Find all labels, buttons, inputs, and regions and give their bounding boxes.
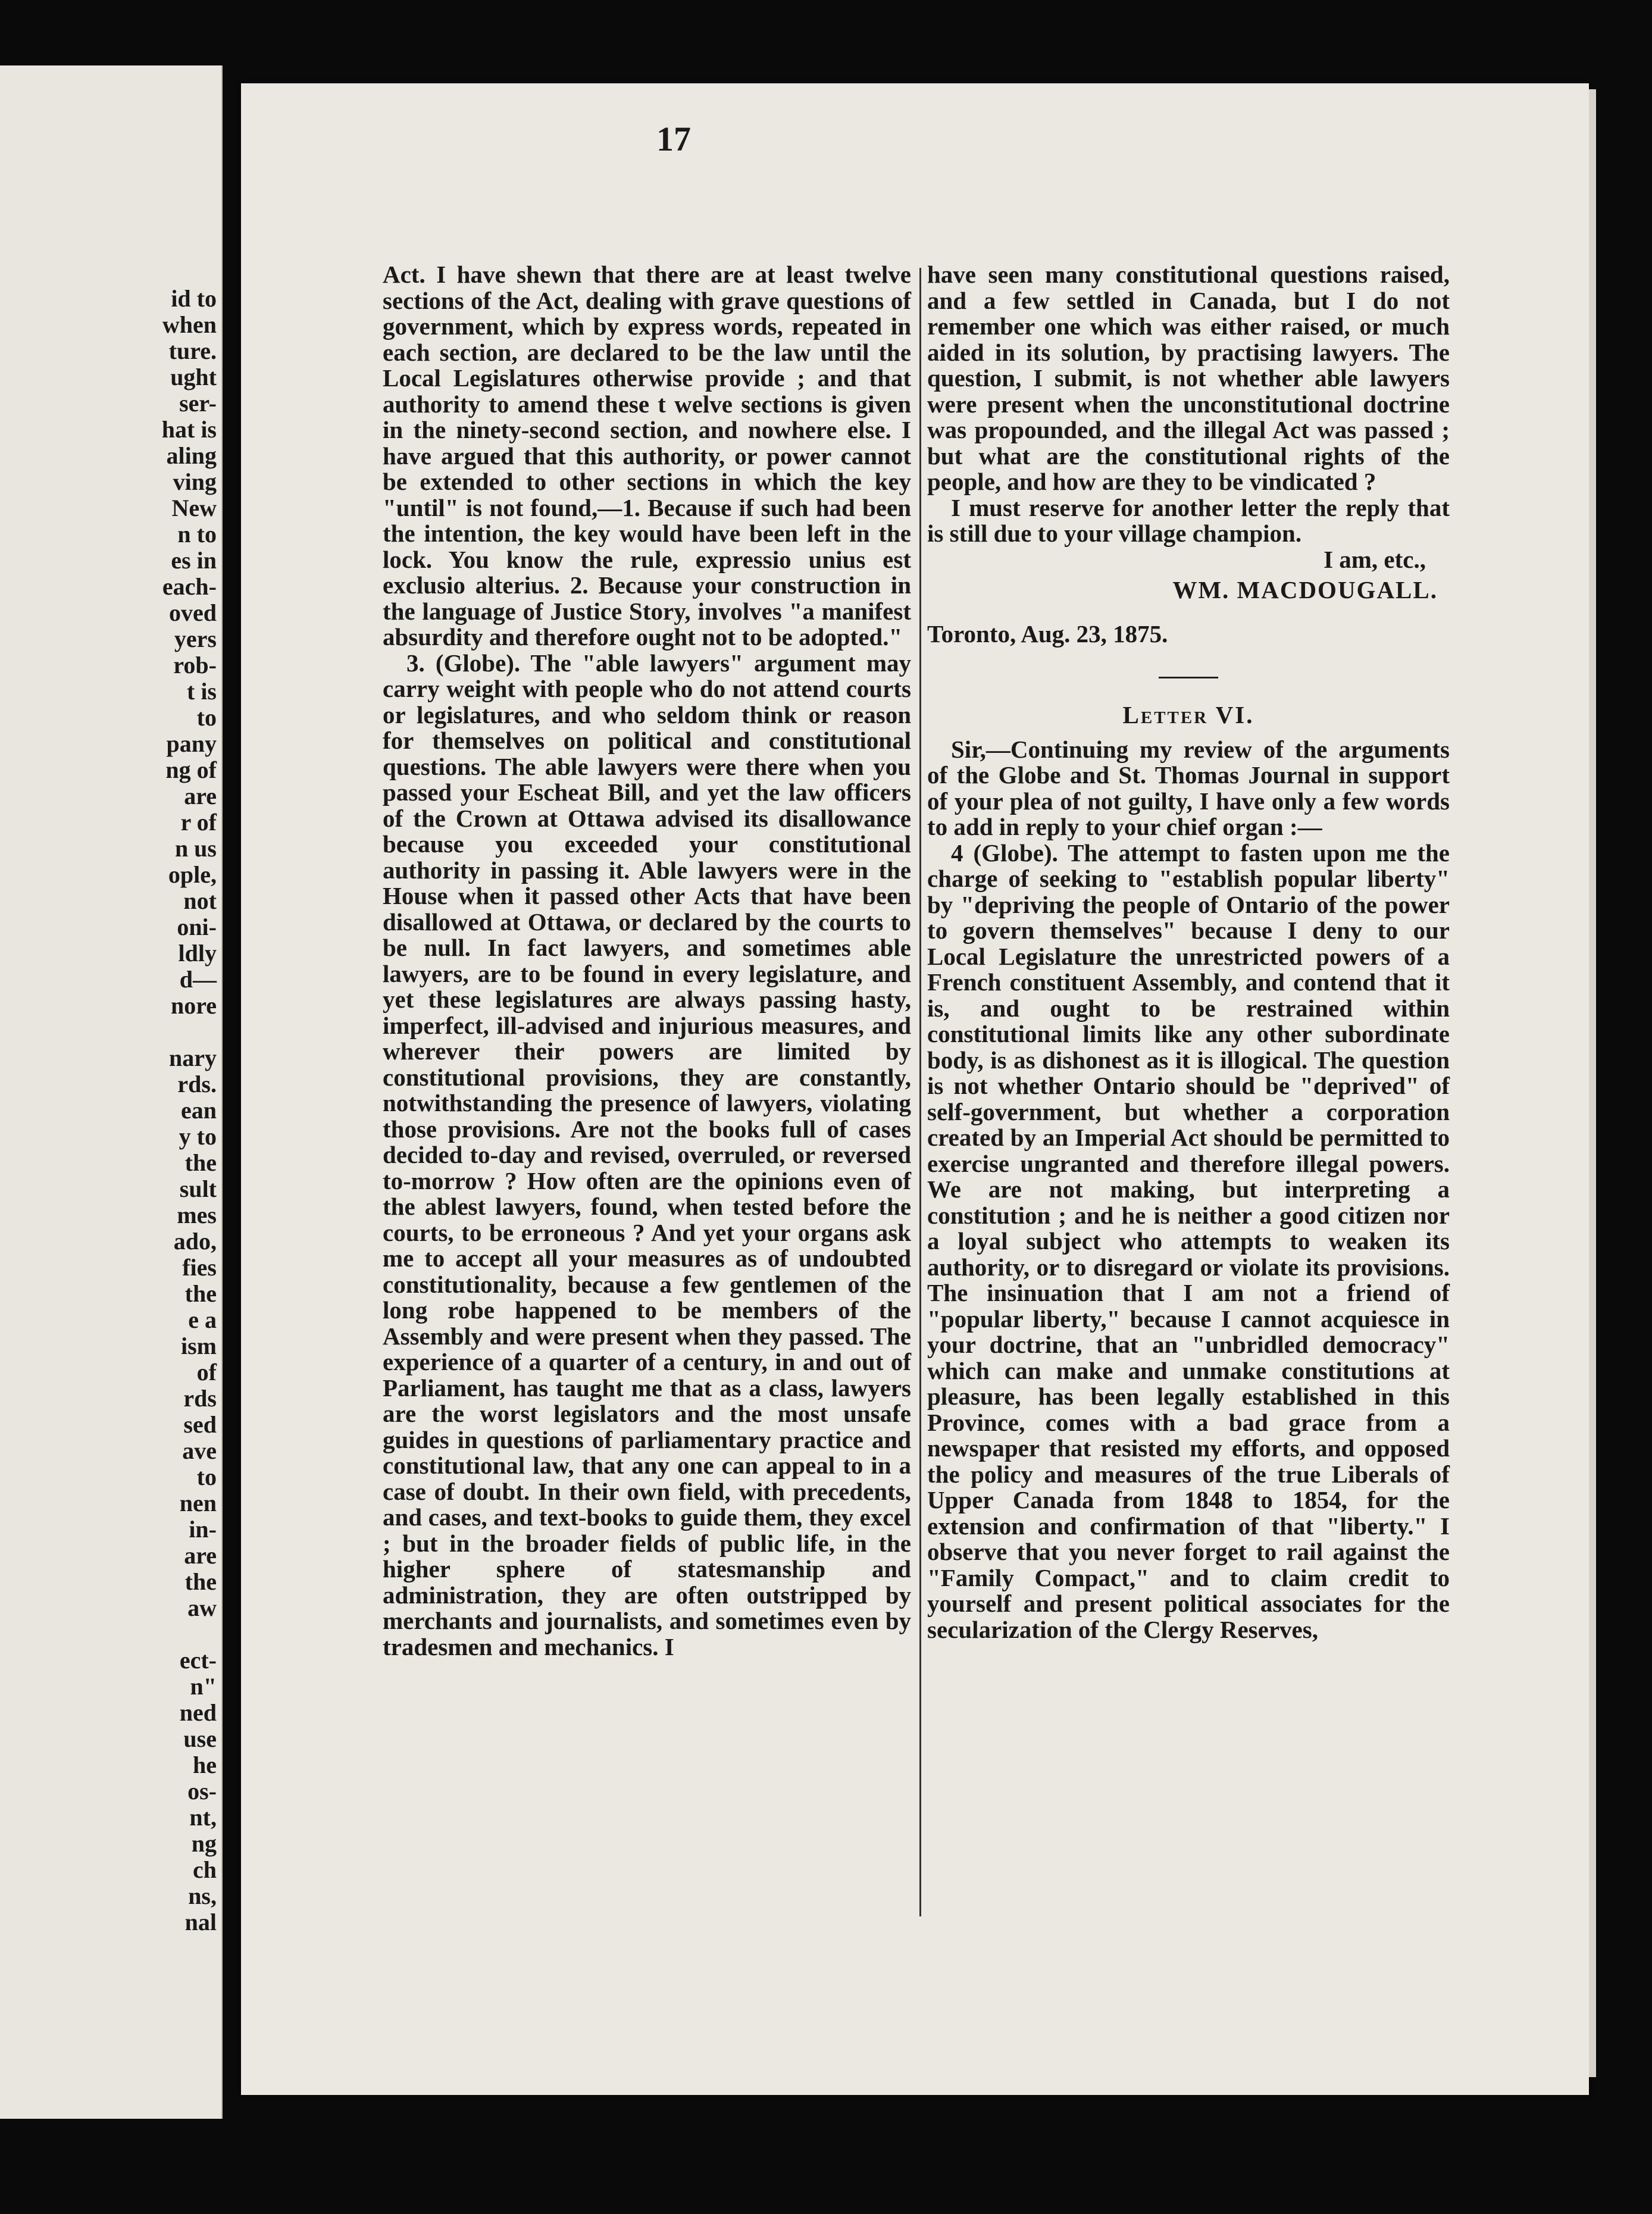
margin-fragment: nen: [179, 1490, 217, 1516]
margin-fragment: es in: [171, 547, 217, 574]
margin-fragment: are: [184, 1542, 217, 1569]
margin-fragment: the: [184, 1568, 217, 1595]
letter-heading: Letter VI.: [1122, 701, 1254, 728]
left-column: [383, 262, 911, 1660]
margin-fragment: aling: [166, 442, 217, 469]
margin-fragment: sed: [183, 1411, 217, 1438]
margin-fragment: ser-: [179, 390, 217, 417]
margin-fragment: d—: [179, 966, 217, 993]
margin-fragment: pany: [166, 730, 217, 757]
margin-fragment: nt,: [189, 1804, 217, 1831]
margin-fragment: rds: [183, 1385, 217, 1412]
margin-fragment: when: [162, 311, 217, 338]
margin-fragment: oni-: [177, 914, 217, 940]
margin-fragment: ldly: [178, 940, 217, 967]
margin-fragment: os-: [187, 1778, 217, 1805]
margin-fragment: ism: [181, 1333, 217, 1359]
margin-fragment: hat is: [161, 416, 217, 443]
margin-fragment: sult: [179, 1175, 217, 1202]
margin-fragment: mes: [177, 1202, 217, 1228]
signoff: I am, etc.,: [1324, 545, 1426, 573]
paragraph: Sir,—Continuing my review of the arguments of the Globe and St. Thomas Journal in support of your plea of not guilty, I have only a few words to add in reply to your chief organ :—: [927, 735, 1450, 840]
margin-fragment: n to: [177, 521, 217, 548]
paragraph: have seen many constitutional questions raised, and a few settled in Canada, but I do not remember one which was either raised, or much aided in its solution, by practising lawyers. The question, I submit, is not whether able lawyers were present when the unconstitutional doctrine was propounded, and the illegal Act was passed ; but what are the constitutional rights of the people, and how are they to be vindicated ?: [927, 261, 1450, 495]
margin-fragment: ado,: [173, 1228, 217, 1255]
margin-fragment: rds.: [177, 1071, 217, 1097]
margin-fragment: n us: [174, 835, 217, 862]
paragraph: 3. (Globe). The "able lawyers" argument may carry weight with people who do not attend courts or legislatures, and who seldom think or reason for themselves on political and constitutional questions. The able lawyers were there when you passed your Escheat Bill, and yet the law officers of the Crown at Ottawa advised its disallowance because you exceeded your constitutional authority in passing it. Able lawyers were in the House when it passed other Acts that have been disallowed at Ottawa, or declared by the courts to be null. In fact lawyers, and sometimes able lawyers, are to be found in every legislature, and yet these legislatures are always passing hasty, imperfect, ill-advised and injurious measures, and wherever their powers are limited by constitutional provisions, they are constantly, notwithstanding the presence of lawyers, violating those provisions. Are not the books full of cases decided to-day and revised, overruled, or reversed to-morrow ? How often are the opinions even of the ablest lawyers, found, when tested before the courts, to be erroneous ? And yet your organs ask me to accept all your measures as of undoubted constitutionality, because a few gentlemen of the long robe happened to be members of the Assembly and were present when they passed. The experience of a quarter of a century, in and out of Parliament, has taught me that as a class, lawyers are the worst legislators and the most unsafe guides in questions of parliamentary practice and constitutional law, that any one can appeal to in a case of doubt. In their own field, with precedents, and cases, and text-books to guide them, they excel ; but in the broader fields of public life, in the higher sphere of statesmanship and administration, they are often outstripped by merchants and journalists, and sometimes even by tradesmen and mechanics. I: [383, 649, 911, 1661]
paragraph: Act. I have shewn that there are at least twelve sections of the Act, dealing with grave questions of government, which by express words, repeated in each section, are declared to be the law until the Local Legislatures otherwise provide ; and that authority to amend these t welve sections is given in the ninety-second section, and nowhere else. I have argued that this authority, or power cannot be extended to other sections in which the key "until" is not found,—1. Because if such had been the intention, the key would have been left in the lock. You know the rule, expressio unius est exclusio alterius. 2. Because your construction in the language of Justice Story, involves "a manifest absurdity and therefore ought not to be adopted.": [383, 261, 911, 651]
margin-fragment: the: [184, 1280, 217, 1307]
margin-fragment: are: [184, 783, 217, 809]
margin-fragment: nary: [169, 1045, 217, 1071]
margin-fragment: ean: [181, 1097, 217, 1124]
margin-fragment: ture.: [168, 337, 217, 364]
margin-fragment: aw: [187, 1594, 217, 1621]
margin-fragment: in-: [189, 1516, 217, 1543]
margin-fragment: e a: [188, 1306, 217, 1333]
margin-fragment: ng: [191, 1830, 217, 1857]
paragraph: 4 (Globe). The attempt to fasten upon me the charge of seeking to "establish popular liberty" by "depriving the people of Ontario of the power to govern themselves" because I deny to our Local Legislature the unrestricted powers of a French constituent Assembly, and contend that it is, and ought to be restrained within constitutional limits like any other subordinate body, is as dishonest as it is illogical. The question is not whether Ontario should be "deprived" of self-government, but whether a corporation created by an Imperial Act should be permitted to exercise ungranted and therefore illegal powers. We are not making, but interpreting a constitution ; and he is neither a good citizen nor a loyal subject who attempts to weaken its authority, or to disregard or violate its provisions. The insinuation that I am not a friend of "popular liberty," because I cannot acquiesce in your doctrine, that an "unbridled democracy" which can make and unmake constitutions at pleasure, has been legally established in this Province, comes with a bad grace from a newspaper that resisted my efforts, and opposed the policy and measures of the true Liberals of Upper Canada from 1848 to 1854, for the extension and confirmation of that "liberty." I observe that you never forget to rail against the "Family Compact," and to claim credit to yourself and present political associates for the secularization of the Clergy Reserves,: [927, 839, 1450, 1643]
margin-fragment: New: [171, 495, 217, 521]
margin-fragment: yers: [174, 626, 217, 652]
margin-fragment: of: [196, 1359, 217, 1386]
margin-fragment: ns,: [188, 1882, 217, 1909]
margin-fragment: t is: [187, 678, 217, 705]
margin-fragment: nal: [184, 1909, 217, 1935]
column-divider: [919, 268, 921, 1916]
margin-fragment: ving: [173, 468, 217, 495]
margin-fragment: to: [196, 1464, 217, 1490]
margin-fragment: n": [190, 1673, 217, 1700]
signature: WM. MACDOUGALL.: [1172, 576, 1438, 603]
margin-fragment: rob-: [173, 652, 217, 678]
margin-fragment: id to: [171, 285, 217, 312]
margin-fragment: the: [184, 1149, 217, 1176]
divider-rule: [1159, 677, 1218, 678]
right-column: [927, 262, 1450, 1643]
margin-fragment: he: [193, 1752, 217, 1778]
margin-fragment: ch: [193, 1856, 217, 1883]
page-number: 17: [656, 120, 691, 158]
margin-fragment: ople,: [168, 861, 217, 888]
margin-fragment: r of: [180, 809, 217, 836]
margin-fragment: ned: [179, 1699, 217, 1726]
margin-fragment: fies: [182, 1254, 217, 1281]
margin-fragment: each-: [162, 573, 217, 600]
margin-fragment: ught: [170, 364, 217, 390]
margin-fragment: use: [183, 1725, 217, 1752]
margin-fragment: oved: [169, 599, 217, 626]
margin-fragment: nore: [170, 992, 217, 1019]
dateline: Toronto, Aug. 23, 1875.: [927, 620, 1168, 648]
paragraph: I must reserve for another letter the reply that is still due to your village champion.: [927, 493, 1450, 547]
margin-fragment: ect-: [179, 1647, 217, 1674]
margin-fragment: not: [183, 887, 217, 914]
margin-fragment: y to: [179, 1123, 217, 1150]
margin-fragment: to: [196, 704, 217, 731]
left-page-edge: [0, 65, 223, 2119]
margin-fragment: ave: [182, 1437, 217, 1464]
margin-fragment: ng of: [165, 756, 217, 783]
